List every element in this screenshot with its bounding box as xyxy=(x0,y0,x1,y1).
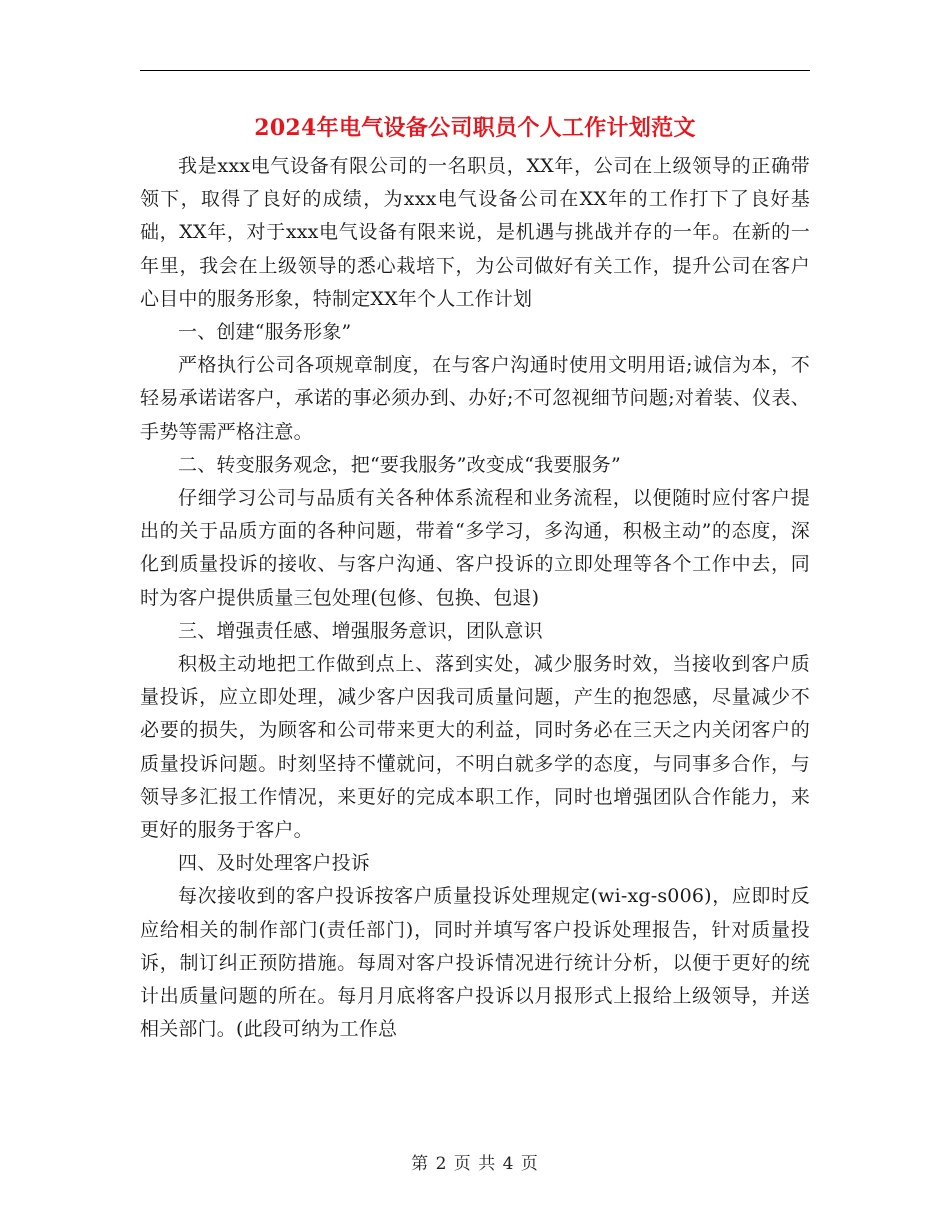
document-title: 2024年电气设备公司职员个人工作计划范文 xyxy=(254,115,696,141)
page-number: 第 2 页 共 4 页 xyxy=(411,1154,539,1174)
header-rule xyxy=(140,70,810,71)
section-paragraph-4: 每次接收到的客户投诉按客户质量投诉处理规定(wi-xg-s006)，应即时反应给相关的制作部门(责任部门)，同时并填写客户投诉处理报告，针对质量投诉，制订纠正预防措施。每周对客户投诉情况进行统计分析，以便于更好的统计出质量问题的所在。每月月底将客户投诉以月报形式上报给上级领导，并送相关部门。(此段可纳为工作总 xyxy=(140,885,810,1041)
section-paragraph-3: 积极主动地把工作做到点上、落到实处，减少服务时效，当接收到客户质量投诉，应立即处理，减少客户因我司质量问题，产生的抱怨感，尽量减少不必要的损失，为顾客和公司带来更大的利益，同时务必在三天之内关闭客户的质量投诉问题。时刻坚持不懂就问，不明白就多学的态度，与同事多合作，与领导多汇报工作情况，来更好的完成本职工作，同时也增强团队合作能力，来更好的服务于客户。 xyxy=(140,653,810,842)
intro-paragraph: 我是xxx电气设备有限公司的一名职员，XX年，公司在上级领导的正确带领下，取得了良好的成绩，为xxx电气设备公司在XX年的工作打下了良好基础，XX年，对于xxx电气设备有限来说，是机遇与挑战并存的一年。在新的一年里，我会在上级领导的悉心栽培下，为公司做好有关工作，提升公司在客户心目中的服务形象，特制定XX年个人工作计划 xyxy=(140,155,810,310)
section-paragraph-2: 仔细学习公司与品质有关各种体系流程和业务流程，以便随时应付客户提出的关于品质方面的各种问题，带着“多学习，多沟通，积极主动”的态度，深化到质量投诉的接收、与客户沟通、客户投诉的立即处理等各个工作中去，同时为客户提供质量三包处理(包修、包换、包退) xyxy=(140,487,810,609)
section-heading-3: 三、增强责任感、增强服务意识，团队意识 xyxy=(178,619,543,642)
section-heading-2: 二、转变服务观念，把“要我服务”改变成“我要服务” xyxy=(178,453,621,476)
section-heading-1: 一、创建“服务形象” xyxy=(178,321,352,344)
section-paragraph-1: 严格执行公司各项规章制度，在与客户沟通时使用文明用语;诚信为本，不轻易承诺诺客户，承诺的事必须办到、办好;不可忽视细节问题;对着装、仪表、手势等需严格注意。 xyxy=(140,354,810,443)
document-body xyxy=(140,150,810,1046)
section-heading-4: 四、及时处理客户投诉 xyxy=(178,852,371,875)
